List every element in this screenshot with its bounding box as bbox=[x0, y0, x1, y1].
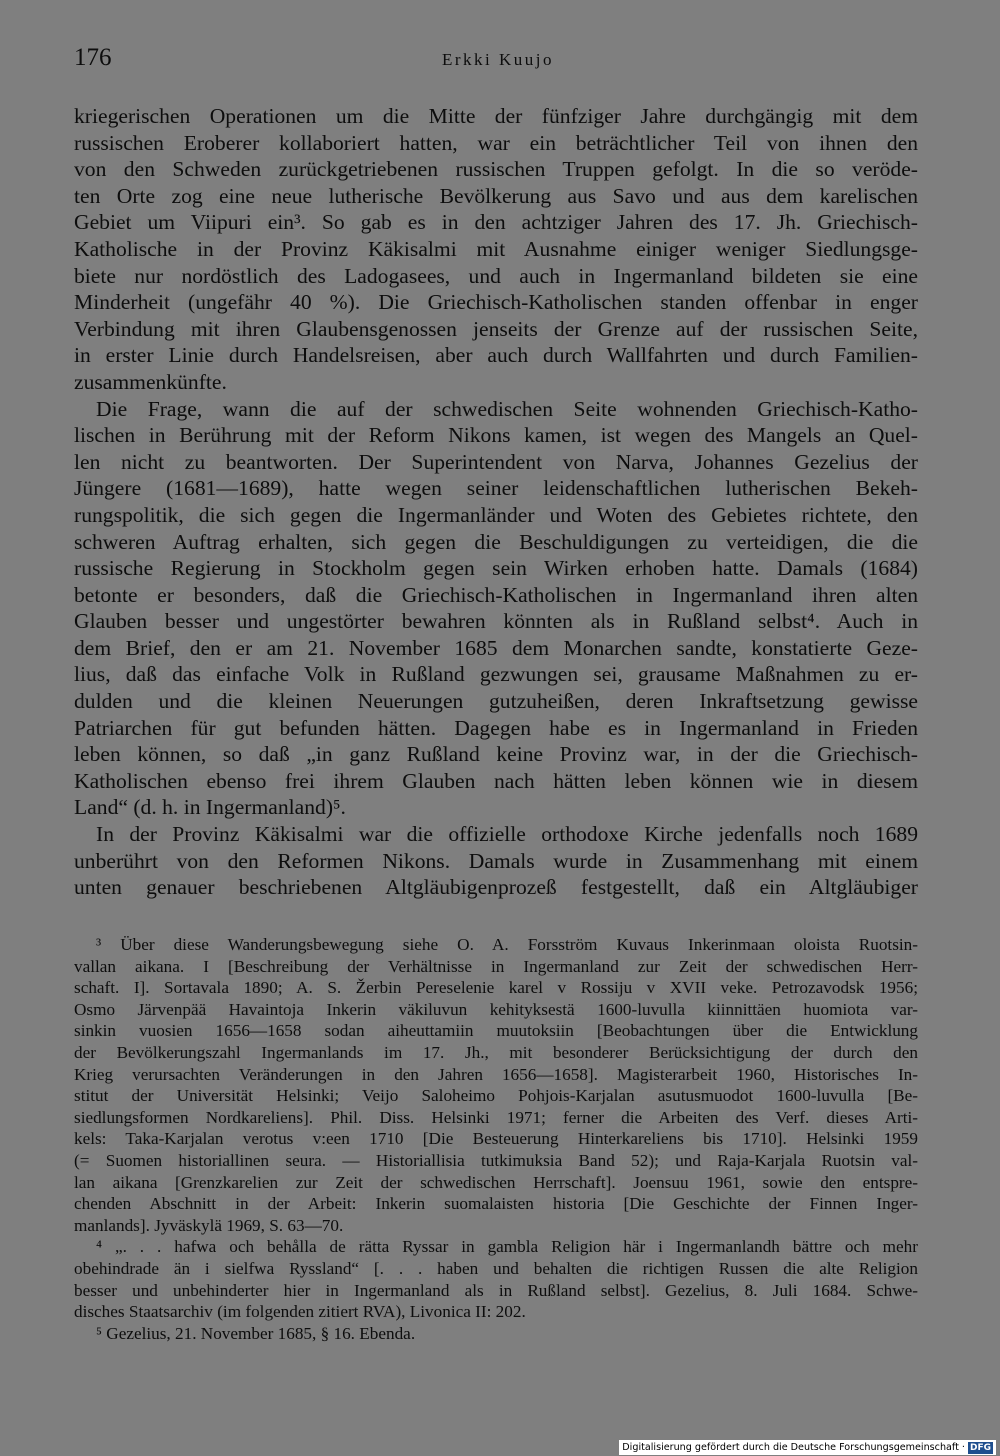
body-line: Jüngere (1681—1689), hatte wegen seiner leidenschaftlichen lutherischen Bekeh- bbox=[74, 476, 918, 501]
footnote-line: Krieg verursachten Veränderungen in den Jahren 1656—1658]. Magisterarbeit 1960, Historisches In- bbox=[74, 1064, 918, 1084]
footnote-line: ³ Über diese Wanderungsbewegung siehe O. A. Forsström Kuvaus Inkerinmaan oloista Ruotsin- bbox=[96, 935, 918, 954]
body-line: in erster Linie durch Handelsreisen, aber auch durch Wallfahrten und durch Familien- bbox=[74, 343, 918, 368]
footnote-line: manlands]. Jyväskylä 1969, S. 63—70. bbox=[74, 1215, 344, 1235]
body-line: unberührt von den Reformen Nikons. Damals wurde in Zusammenhang mit einem bbox=[74, 848, 918, 873]
body-line: biete nur nordöstlich des Ladogasees, und auch in Ingermanland bildeten sie eine bbox=[74, 263, 918, 288]
footnote-line: kels: Taka-Karjalan verotus v:een 1710 [Die Besteuerung Hinterkareliens bis 1710]. Helsinki 1959 bbox=[74, 1129, 918, 1149]
footnote-line: disches Staatsarchiv (im folgenden zitiert RVA), Livonica II: 202. bbox=[74, 1302, 526, 1322]
body-line: Patriarchen für gut befunden hätten. Dagegen habe es in Ingermanland in Frieden bbox=[74, 715, 918, 740]
body-line: Land“ (d. h. in Ingermanland)⁵. bbox=[74, 795, 346, 820]
body-line: lischen in Berührung mit der Reform Nikons kamen, ist wegen des Mangels an Quel- bbox=[74, 423, 918, 448]
body-line: lius, daß das einfache Volk in Rußland gezwungen sei, grausame Maßnahmen zu er- bbox=[74, 662, 918, 687]
body-line: schweren Auftrag erhalten, sich gegen die Beschuldigungen zu verteidigen, die die bbox=[74, 529, 918, 554]
footnote-line: besser und unbehinderter hier in Ingermanland als in Rußland selbst]. Gezelius, 8. Juli 1684. Schwe- bbox=[74, 1280, 918, 1300]
footnote-line: Osmo Järvenpää Havaintoja Inkerin väkiluvun kehityksestä 1600-luvulla kiinnittäen huomiota var- bbox=[74, 999, 918, 1019]
footnote-line: vallan aikana. I [Beschreibung der Verhältnisse in Ingermanland zur Zeit der schwedischen Herr- bbox=[74, 956, 918, 976]
body-line: Katholische in der Provinz Käkisalmi mit Ausnahme einiger weniger Siedlungsge- bbox=[74, 236, 918, 261]
body-line: dem Brief, den er am 21. November 1685 dem Monarchen sandte, konstatierte Geze- bbox=[74, 635, 918, 660]
footnote-line: sinkin vuosien 1656—1658 sodan aiheuttamiin muutoksiin [Beobachtungen über die Entwicklung bbox=[74, 1021, 918, 1041]
body-line: betonte er besonders, daß die Griechisch-Katholischen in Ingermanland ihren alten bbox=[74, 582, 918, 607]
dfg-logo: DFG bbox=[969, 1442, 991, 1453]
footnote-line: siedlungsformen Nordkareliens]. Phil. Diss. Helsinki 1971; ferner die Arbeiten des Verf. dieses Arti- bbox=[74, 1107, 918, 1127]
body-line: Katholischen ebenso frei ihrem Glauben nach hätten leben können wie in diesem bbox=[74, 768, 918, 793]
footnote-line: der Bevölkerungszahl Ingermanlands im 17. Jh., mit besonderer Berücksichtigung der durch den bbox=[74, 1042, 918, 1062]
footnote-line: stitut der Universität Helsinki; Veijo Saloheimo Pohjois-Karjalan asutusmuodot 1600-luvulla [Be- bbox=[74, 1086, 918, 1106]
body-line: Glauben besser und ungestörter bewahren könnten als in Rußland selbst⁴. Auch in bbox=[74, 609, 918, 634]
body-line: rungspolitik, die sich gegen die Ingermanländer und Woten des Gebietes richtete, den bbox=[74, 502, 918, 527]
body-line: kriegerischen Operationen um die Mitte der fünfziger Jahre durchgängig mit dem bbox=[74, 104, 918, 128]
footnote-line: obehindrade än i sielfwa Ryssland“ [. . . haben und behalten die richtigen Russen die alte Religion bbox=[74, 1258, 918, 1278]
body-line: Die Frage, wann die auf der schwedischen Seite wohnenden Griechisch-Katho- bbox=[96, 396, 918, 421]
digitization-footer bbox=[619, 1440, 996, 1455]
page-header bbox=[74, 44, 922, 76]
body-text bbox=[74, 103, 918, 901]
page-number: 176 bbox=[74, 44, 112, 71]
footnote-line: chenden Abschnitt in der Arbeit: Inkerin suomalaisten historia [Die Geschichte der Finnen Inger- bbox=[74, 1194, 918, 1214]
footnotes bbox=[74, 934, 918, 1344]
footnote-line: lan aikana [Grenzkarelien zur Zeit der schwedischen Herrschaft]. Joensuu 1961, sowie den entspre- bbox=[74, 1172, 918, 1192]
running-head: Erkki Kuujo bbox=[441, 50, 555, 69]
footer-text: Digitalisierung gefördert durch die Deutsche Forschungsgemeinschaft · bbox=[622, 1442, 965, 1453]
footnote-line: ⁴ „. . . hafwa och behålla de rätta Ryssar in gambla Religion här i Ingermanlandh bättre och mehr bbox=[96, 1237, 918, 1257]
footnote-line: ⁵ Gezelius, 21. November 1685, § 16. Ebenda. bbox=[96, 1323, 416, 1343]
body-line: In der Provinz Käkisalmi war die offizielle orthodoxe Kirche jedenfalls noch 1689 bbox=[96, 822, 918, 847]
body-line: unten genauer beschriebenen Altgläubigenprozeß festgestellt, daß ein Altgläubiger bbox=[74, 875, 918, 900]
body-line: von den Schweden zurückgetriebenen russischen Truppen gefolgt. In die so veröde- bbox=[74, 157, 918, 182]
body-line: zusammenkünfte. bbox=[74, 369, 227, 394]
body-line: russischen Eroberer kollaboriert hatten, war ein beträchtlicher Teil von ihnen den bbox=[74, 130, 918, 155]
body-line: Minderheit (ungefähr 40 %). Die Griechisch-Katholischen standen offenbar in enger bbox=[74, 290, 918, 315]
footnote-line: (= Suomen historiallinen seura. — Historiallisia tutkimuksia Band 52); und Raja-Karjala Ruotsin val- bbox=[74, 1150, 918, 1170]
body-line: ten Orte zog eine neue lutherische Bevölkerung aus Savo und aus dem karelischen bbox=[74, 183, 918, 208]
body-line: leben können, so daß „in ganz Rußland keine Provinz war, in der die Griechisch- bbox=[74, 742, 918, 767]
body-line: Verbindung mit ihren Glaubensgenossen jenseits der Grenze auf der russischen Seite, bbox=[74, 316, 918, 341]
body-line: len nicht zu beantworten. Der Superintendent von Narva, Johannes Gezelius der bbox=[74, 449, 918, 474]
footnote-line: schaft. I]. Sortavala 1890; A. S. Žerbin Pereselenie karel v Rossiju v XVII veke. Petrozavodsk 1956; bbox=[74, 978, 918, 998]
body-line: dulden und die kleinen Neuerungen gutzuheißen, deren Inkraftsetzung gewisse bbox=[74, 689, 918, 714]
body-line: Gebiet um Viipuri ein³. So gab es in den achtziger Jahren des 17. Jh. Griechisch- bbox=[74, 210, 918, 235]
body-line: russische Regierung in Stockholm gegen sein Wirken erhoben hatte. Damals (1684) bbox=[74, 556, 918, 581]
